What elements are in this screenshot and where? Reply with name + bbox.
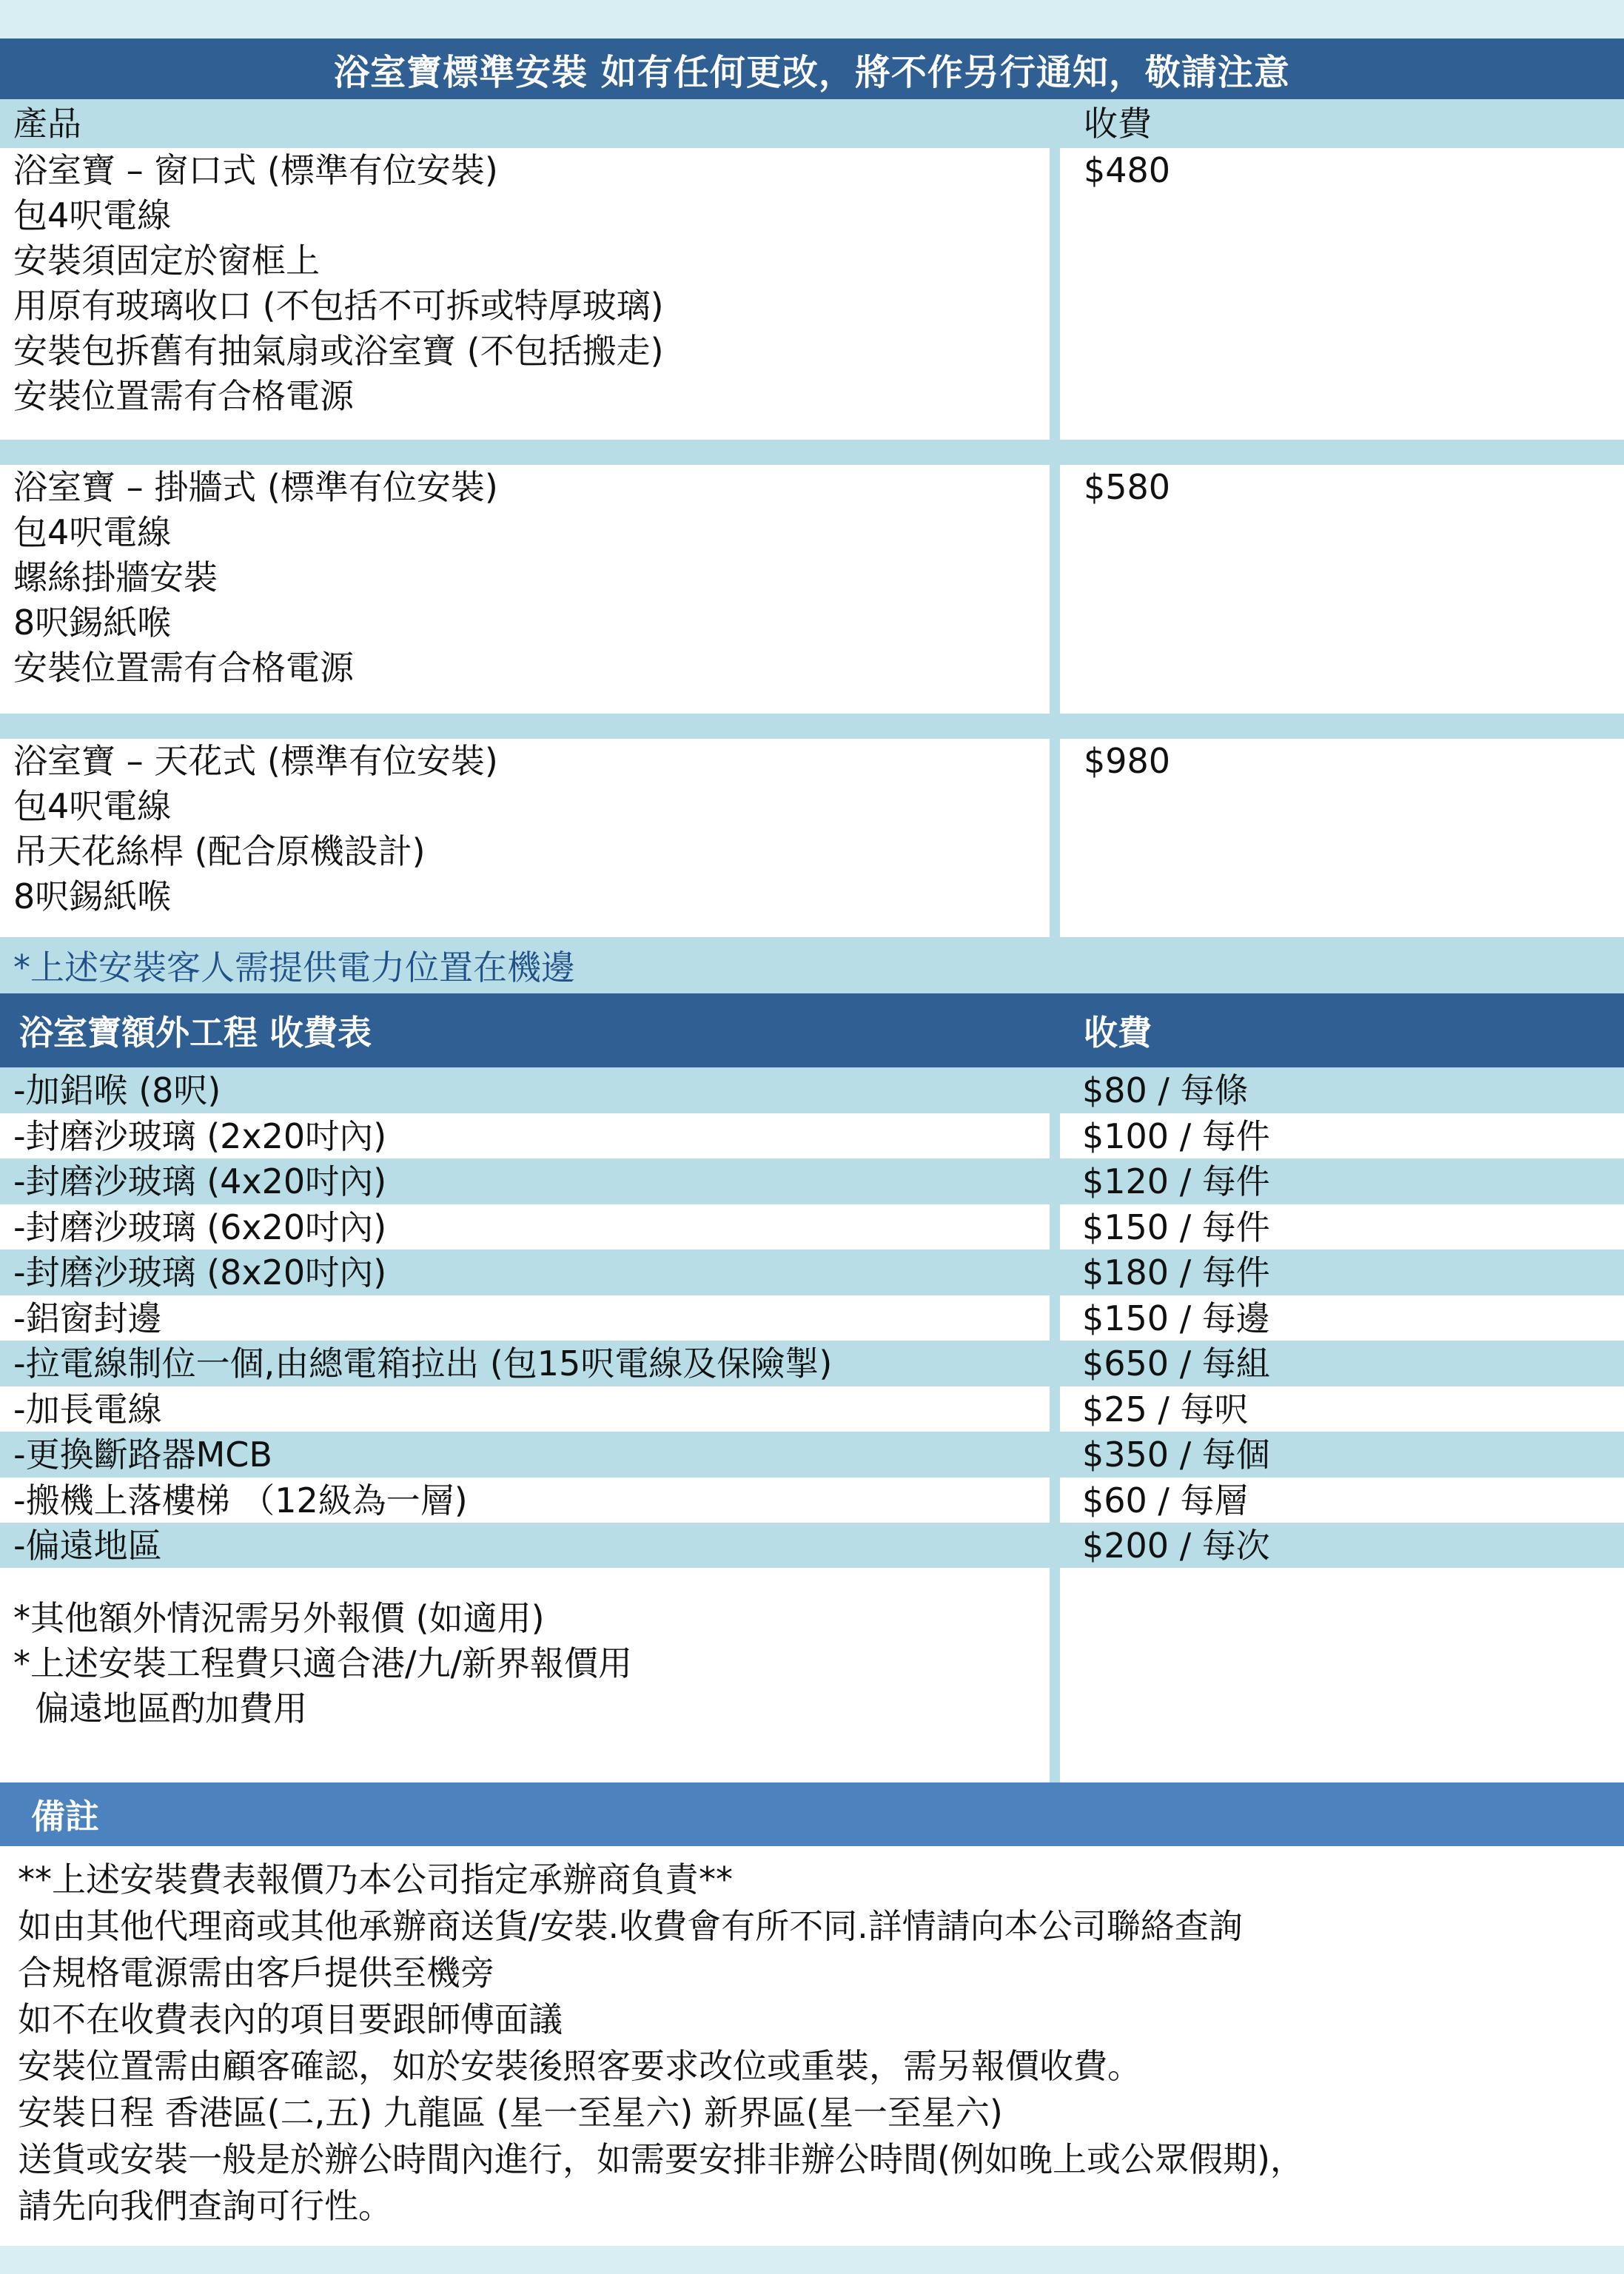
fee-amount: $100 / 每件 xyxy=(1082,1116,1270,1156)
fee-item: -加長電線 xyxy=(13,1389,162,1429)
fee-item: -封磨沙玻璃 (4x20吋內) xyxy=(13,1161,387,1201)
remark-line: 送貨或安裝一般是於辦公時間內進行，如需要安排非辦公時間(例如晚上或公眾假期)， xyxy=(18,2139,1304,2179)
fee-amount: $180 / 每件 xyxy=(1082,1252,1270,1292)
product-price: $480 xyxy=(1060,148,1624,440)
product-price: $580 xyxy=(1060,465,1624,714)
fee-row xyxy=(0,1295,1624,1341)
fee-row xyxy=(0,1432,1624,1478)
extra-note-line: *上述安裝工程費只適合港/九/新界報價用 xyxy=(13,1643,632,1683)
fee-amount: $150 / 每件 xyxy=(1082,1207,1270,1247)
product-description xyxy=(0,148,1050,440)
product-row xyxy=(0,739,1624,937)
product-line: 8呎錫紙喉 xyxy=(13,876,172,916)
extra-note-line: 偏遠地區酌加費用 xyxy=(13,1688,308,1728)
product-line: 浴室寶 – 掛牆式 (標準有位安裝) xyxy=(13,467,498,507)
extra-notes xyxy=(0,1568,1050,1782)
extra-note-line: *其他額外情況需另外報價 (如適用) xyxy=(13,1598,545,1638)
product-line: 用原有玻璃收口 (不包括不可拆或特厚玻璃) xyxy=(13,286,664,326)
product-description xyxy=(0,739,1050,937)
power-supply-note: *上述安裝客人需提供電力位置在機邊 xyxy=(0,937,1624,993)
fee-row xyxy=(0,1341,1624,1386)
product-line: 安裝須固定於窗框上 xyxy=(13,241,320,281)
fee-item: -封磨沙玻璃 (2x20吋內) xyxy=(13,1116,387,1156)
fee-amount: $120 / 每件 xyxy=(1082,1161,1270,1201)
fee-item: -搬機上落樓梯 （12級為一層) xyxy=(13,1480,468,1520)
fee-item: -偏遠地區 xyxy=(13,1526,162,1566)
remark-line: 安裝位置需由顧客確認，如於安裝後照客要求改位或重裝，需另報價收費。 xyxy=(18,2046,1141,2086)
product-line: 安裝包拆舊有抽氣扇或浴室寶 (不包括搬走) xyxy=(13,331,664,371)
extra-works-title: 浴室寶額外工程 收費表 xyxy=(19,1013,372,1053)
fee-row xyxy=(0,1158,1624,1204)
product-line: 安裝位置需有合格電源 xyxy=(13,648,354,688)
product-line: 安裝位置需有合格電源 xyxy=(13,376,354,416)
fee-amount: $350 / 每個 xyxy=(1082,1435,1270,1475)
fee-amount: $200 / 每次 xyxy=(1082,1526,1270,1566)
remarks-body xyxy=(0,1846,1624,2246)
fee-item: -封磨沙玻璃 (8x20吋內) xyxy=(13,1252,387,1292)
fee-amount: $60 / 每層 xyxy=(1082,1480,1249,1520)
remark-line: 請先向我們查詢可行性。 xyxy=(18,2186,392,2226)
product-line: 吊天花絲桿 (配合原機設計) xyxy=(13,831,426,871)
product-line: 包4呎電線 xyxy=(13,786,172,826)
fee-column-header: 收費 xyxy=(1084,104,1152,144)
fee-row xyxy=(0,1250,1624,1295)
fee-row xyxy=(0,1204,1624,1250)
fee-item: -封磨沙玻璃 (6x20吋內) xyxy=(13,1207,387,1247)
remark-line: 如不在收費表內的項目要跟師傅面議 xyxy=(18,1999,563,2039)
remark-line: 合規格電源需由客戶提供至機旁 xyxy=(18,1953,494,1993)
product-line: 浴室寶 – 天花式 (標準有位安裝) xyxy=(13,741,498,781)
product-line: 螺絲掛牆安裝 xyxy=(13,557,218,597)
fee-amount: $150 / 每邊 xyxy=(1082,1298,1270,1338)
product-row xyxy=(0,465,1624,714)
fee-amount: $80 / 每條 xyxy=(1082,1070,1249,1110)
fee-row xyxy=(0,1386,1624,1432)
fee-row xyxy=(0,1523,1624,1569)
remarks-heading: 備註 xyxy=(0,1782,1624,1846)
product-column-header: 產品 xyxy=(13,104,81,144)
product-line: 浴室寶 – 窗口式 (標準有位安裝) xyxy=(13,150,498,190)
fee-item: -鋁窗封邊 xyxy=(13,1298,162,1338)
extra-notes-row xyxy=(0,1568,1624,1782)
fee-amount: $650 / 每組 xyxy=(1082,1344,1270,1383)
remark-line: **上述安裝費表報價乃本公司指定承辦商負責** xyxy=(18,1859,733,1899)
bottom-strip xyxy=(0,2246,1624,2274)
product-row xyxy=(0,148,1624,440)
fee-item: -加鋁喉 (8呎) xyxy=(13,1070,221,1110)
row-divider xyxy=(0,714,1624,739)
fee-amount: $25 / 每呎 xyxy=(1082,1389,1249,1429)
fee-item: -拉電線制位一個,由總電箱拉出 (包15呎電線及保險掣) xyxy=(13,1344,833,1383)
product-line: 8呎錫紙喉 xyxy=(13,603,172,643)
product-line: 包4呎電線 xyxy=(13,195,172,235)
row-divider xyxy=(0,440,1624,465)
fee-item: -更換斷路器MCB xyxy=(13,1435,272,1475)
fee-row xyxy=(0,1067,1624,1113)
page-title: 浴室寶標準安裝 如有任何更改，將不作另行通知，敬請注意 xyxy=(0,38,1624,99)
product-description xyxy=(0,465,1050,714)
fee-row xyxy=(0,1478,1624,1523)
remark-line: 如由其他代理商或其他承辦商送貨/安裝.收費會有所不同.詳情請向本公司聯絡查詢 xyxy=(18,1906,1243,1946)
product-line: 包4呎電線 xyxy=(13,512,172,552)
fee-row xyxy=(0,1113,1624,1159)
table1-header xyxy=(0,99,1624,148)
remark-line: 安裝日程 香港區(二,五) 九龍區 (星一至星六) 新界區(星一至星六) xyxy=(18,2093,1003,2133)
product-price: $980 xyxy=(1060,739,1624,937)
extra-works-header xyxy=(0,993,1624,1067)
extra-fee-column-header: 收費 xyxy=(1084,1013,1152,1053)
